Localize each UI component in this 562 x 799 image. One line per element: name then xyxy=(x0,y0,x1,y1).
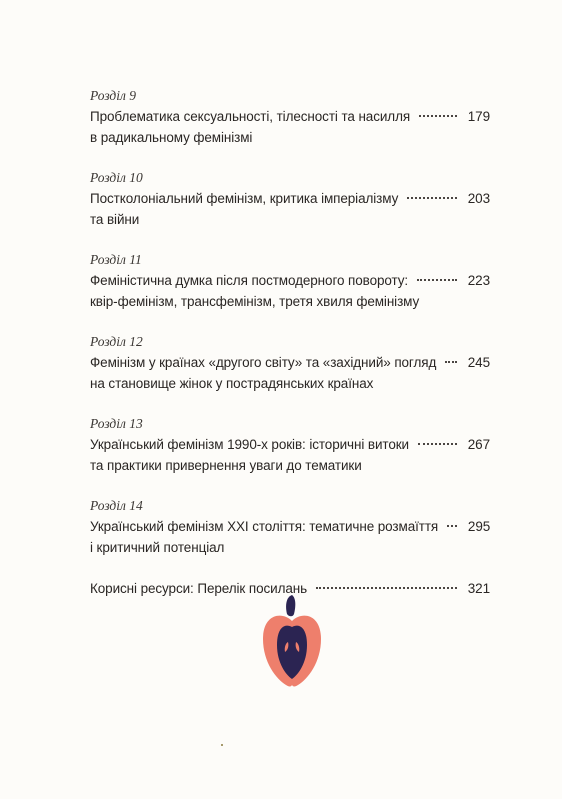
chapter-label: Розділ 12 xyxy=(90,334,143,349)
leaf-icon xyxy=(286,595,295,616)
chapter-title: Український фемінізм XXI століття: тематичне розмаїття xyxy=(90,519,439,534)
chapter-title: Постколоніальний фемінізм, критика імперіалізму xyxy=(90,191,399,206)
chapter-title-continuation: та практики привернення уваги до тематики xyxy=(90,458,362,473)
toc-entry-chapter-13[interactable] xyxy=(90,414,490,476)
toc-line xyxy=(90,352,490,373)
chapter-label: Розділ 13 xyxy=(90,416,143,431)
toc-line xyxy=(90,516,490,537)
toc-entry-chapter-11[interactable] xyxy=(90,250,490,312)
dot-leader xyxy=(417,279,457,281)
resources-title: Корисні ресурси: Перелік посилань xyxy=(90,581,308,596)
chapter-title: Український фемінізм 1990-х років: історичні витоки xyxy=(90,437,409,452)
page-number: 223 xyxy=(467,273,490,288)
chapter-title-continuation: квір-фемінізм, трансфемінізм, третя хвиля фемінізму xyxy=(90,294,420,309)
page-number: 203 xyxy=(467,191,490,206)
dot-leader xyxy=(407,197,457,199)
page-number: 267 xyxy=(467,437,490,452)
dot-leader xyxy=(445,361,457,363)
toc-entry-chapter-9[interactable] xyxy=(90,86,490,148)
chapter-title: Проблематика сексуальності, тілесності та насилля xyxy=(90,109,411,124)
chapter-label: Розділ 10 xyxy=(90,170,143,185)
paper-speck xyxy=(221,744,223,746)
chapter-label: Розділ 14 xyxy=(90,498,143,513)
toc-line xyxy=(90,434,490,455)
page-number: 295 xyxy=(467,519,491,534)
page-number: 245 xyxy=(467,355,490,370)
chapter-label: Розділ 9 xyxy=(90,88,137,103)
chapter-title: Феміністична думка після постмодерного повороту: xyxy=(90,273,409,288)
chapter-title-continuation: і критичний потенціал xyxy=(90,540,225,555)
toc-line xyxy=(90,106,490,127)
chapter-label: Розділ 11 xyxy=(90,252,142,267)
chapter-title-continuation: на становище жінок у пострадянських країнах xyxy=(90,376,374,391)
toc-entry-chapter-12[interactable] xyxy=(90,332,490,394)
toc-entry-chapter-14[interactable] xyxy=(90,496,490,558)
toc-line xyxy=(90,188,490,209)
dot-leader xyxy=(418,443,457,445)
toc-entry-chapter-10[interactable] xyxy=(90,168,490,230)
chapter-title: Фемінізм у країнах «другого світу» та «західний» погляд xyxy=(90,355,437,370)
dot-leader xyxy=(419,115,457,117)
page-number: 179 xyxy=(467,109,490,124)
dot-leader xyxy=(447,525,457,527)
toc-line xyxy=(90,270,490,291)
dot-leader xyxy=(316,587,457,589)
table-of-contents xyxy=(90,86,490,619)
chapter-title-continuation: та війни xyxy=(90,212,140,227)
chapter-title-continuation: в радикальному фемінізмі xyxy=(90,130,253,145)
page-number: 321 xyxy=(467,581,490,596)
apple-logo-icon xyxy=(262,594,322,698)
